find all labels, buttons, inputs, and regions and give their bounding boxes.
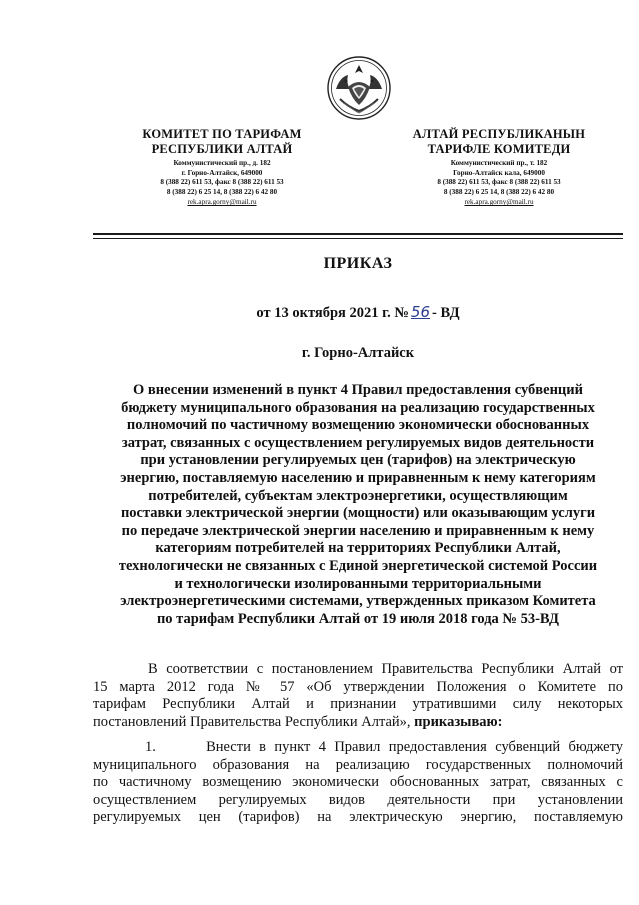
document-type-title: ПРИКАЗ [323, 255, 393, 272]
order-subject [93, 382, 623, 628]
org-name-line: ТАРИФЛЕ КОМИТЕДИ [427, 142, 571, 156]
paragraph-line: В соответствии с постановлением Правительства Республики Алтай от [148, 661, 623, 677]
letterhead-left [112, 127, 332, 207]
subject-line: О внесении изменений в пункт 4 Правил предоставления субвенций [133, 382, 583, 398]
order-verb: приказываю: [414, 713, 503, 730]
org-name-line: РЕСПУБЛИКИ АЛТАЙ [151, 142, 293, 156]
paragraph-text: постановлений Правительства Республики Алтай», [93, 713, 411, 730]
org-address: г. Горно-Алтайск, 649000 [181, 168, 263, 177]
subject-line: при установлении регулируемых цен (тарифов) на электрическую [140, 452, 576, 469]
subject-line: электроэнергетическими системами, утвержденных приказом Комитета [120, 593, 596, 610]
org-phone: 8 (388 22) 611 53, факс 8 (388 22) 611 53 [437, 178, 561, 187]
subject-line: полномочий по частичному возмещению экономически обоснованных [126, 417, 590, 434]
subject-line: технологически не связанных с Единой энергетической системой России [118, 557, 598, 574]
org-email-link[interactable]: rek.apra.gorny@mail.ru [187, 198, 257, 207]
order-date: от 13 октября 2021 г. № [256, 305, 409, 321]
order-number-handwritten: 56 [410, 303, 431, 321]
paragraph-line: тарифам Республики Алтай и признании утратившими силу некоторых [93, 696, 623, 713]
paragraph-line: по частичному возмещению экономически обоснованных затрат, связанных с [93, 774, 623, 791]
letterhead-divider [93, 233, 623, 235]
org-address: Горно-Алтайск кала, 649000 [453, 168, 545, 177]
subject-line: потребителей, субъектам электроэнергетики, осуществляющим [148, 487, 568, 504]
subject-line: затрат, связанных с осуществлением регулируемых видов деятельности [121, 434, 595, 451]
subject-line: и технологически изолированными территориальными [174, 575, 542, 592]
letterhead-divider-thin [93, 238, 623, 239]
letterhead-right [389, 127, 609, 207]
altai-republic-emblem-icon [326, 55, 392, 121]
order-date-number [93, 303, 623, 322]
preamble-paragraph [93, 661, 623, 731]
paragraph-line [93, 739, 623, 757]
subject-line: по передаче электрической энергии населению и приравненным к нему [121, 522, 595, 539]
org-address: Коммунистический пр., д. 182 [173, 159, 271, 167]
org-name-line: АЛТАЙ РЕСПУБЛИКАНЫН [412, 127, 586, 141]
order-number-suffix: - ВД [432, 305, 460, 321]
clause-number: 1. [145, 739, 156, 755]
subject-line: по тарифам Республики Алтай от 19 июля 2018 года № 53-ВД [156, 610, 560, 627]
paragraph-line: регулируемых цен (тарифов) на электрическую энергию, поставляемую [93, 809, 623, 826]
paragraph-text: Внести в пункт 4 Правил предоставления субвенций бюджету [206, 739, 623, 755]
city-name: г. Горно-Алтайск [301, 345, 415, 361]
org-phone: 8 (388 22) 6 25 14, 8 (388 22) 6 42 80 [443, 187, 555, 196]
org-phone: 8 (388 22) 6 25 14, 8 (388 22) 6 42 80 [166, 187, 278, 196]
subject-line: энергию, поставляемую населению и приравненным к нему категориям [120, 469, 596, 486]
subject-line: бюджету муниципального образования на реализацию государственных [121, 399, 595, 416]
paragraph-line [93, 714, 623, 732]
org-phone: 8 (388 22) 611 53, факс 8 (388 22) 611 53 [160, 178, 284, 187]
paragraph-line: осуществлением регулируемых видов деятельности при установлении [93, 791, 623, 808]
org-email-link[interactable]: rek.apra.gorny@mail.ru [464, 198, 534, 207]
paragraph-line: 15 марта 2012 года № 57 «Об утверждении Положения о Комитете по [93, 678, 623, 695]
org-address: Коммунистический пр., т. 182 [450, 159, 548, 167]
clause-1-paragraph [93, 739, 623, 827]
org-name-line: КОМИТЕТ ПО ТАРИФАМ [142, 127, 302, 141]
subject-line: поставки электрической энергии (мощности) или оказывающим услуги [120, 505, 596, 522]
paragraph-line: муниципального образования на реализацию государственных полномочий [93, 756, 623, 773]
subject-line: категориям потребителей на территориях Республики Алтай, [155, 540, 561, 557]
